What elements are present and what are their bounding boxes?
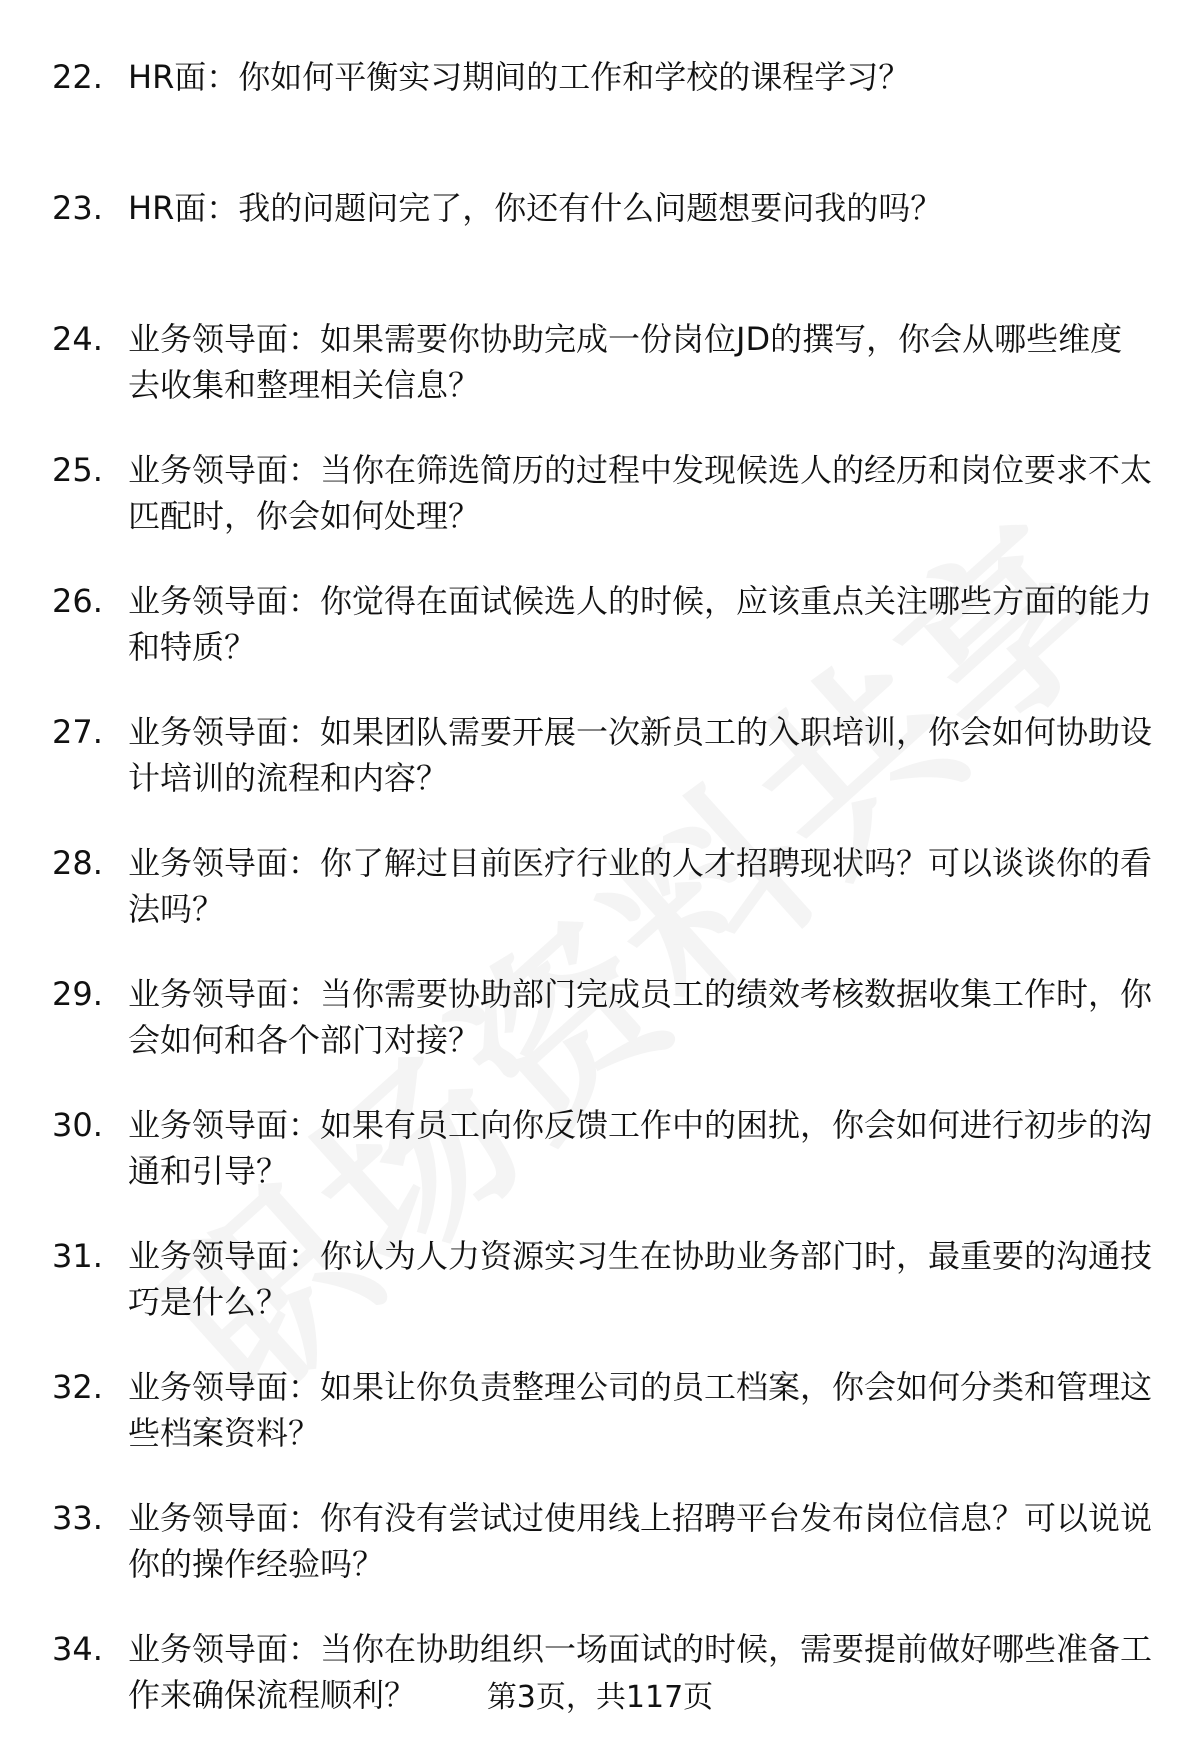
question-text: 业务领导面：你有没有尝试过使用线上招聘平台发布岗位信息？可以说说你的操作经验吗？ bbox=[128, 1499, 1153, 1583]
question-number: 25. bbox=[52, 451, 103, 489]
page-footer: 第3页，共117页 bbox=[486, 1680, 714, 1715]
question-item bbox=[0, 840, 1200, 971]
question-item bbox=[0, 971, 1200, 1102]
question-item bbox=[0, 578, 1200, 709]
question-text: HR面：我的问题问完了，你还有什么问题想要问我的吗？ bbox=[128, 189, 943, 227]
question-text: 业务领导面：如果有员工向你反馈工作中的困扰，你会如何进行初步的沟通和引导？ bbox=[128, 1106, 1153, 1190]
question-text: 业务领导面：如果让你负责整理公司的员工档案，你会如何分类和管理这些档案资料？ bbox=[128, 1368, 1153, 1452]
question-item bbox=[0, 709, 1200, 840]
question-text: 业务领导面：你觉得在面试候选人的时候，应该重点关注哪些方面的能力和特质？ bbox=[128, 582, 1153, 666]
question-number: 22. bbox=[52, 58, 103, 96]
question-text: 业务领导面：当你需要协助部门完成员工的绩效考核数据收集工作时，你会如何和各个部门对接？ bbox=[128, 975, 1153, 1059]
question-text: 业务领导面：如果需要你协助完成一份岗位JD的撰写，你会从哪些维度去收集和整理相关信息？ bbox=[128, 320, 1123, 404]
question-number: 26. bbox=[52, 582, 103, 620]
question-number: 32. bbox=[52, 1368, 103, 1406]
question-item bbox=[0, 316, 1200, 447]
question-number: 28. bbox=[52, 844, 103, 882]
question-item bbox=[0, 1364, 1200, 1495]
question-item bbox=[0, 1233, 1200, 1364]
question-number: 34. bbox=[52, 1630, 103, 1668]
question-number: 27. bbox=[52, 713, 103, 751]
question-text: 业务领导面：你认为人力资源实习生在协助业务部门时，最重要的沟通技巧是什么？ bbox=[128, 1237, 1153, 1321]
question-text: 业务领导面：你了解过目前医疗行业的人才招聘现状吗？可以谈谈你的看法吗？ bbox=[128, 844, 1153, 928]
question-number: 29. bbox=[52, 975, 103, 1013]
question-item bbox=[0, 1495, 1200, 1626]
question-number: 33. bbox=[52, 1499, 103, 1537]
question-number: 24. bbox=[52, 320, 103, 358]
question-text: HR面：你如何平衡实习期间的工作和学校的课程学习？ bbox=[128, 58, 911, 96]
question-number: 23. bbox=[52, 189, 103, 227]
question-item bbox=[0, 447, 1200, 578]
question-text: 业务领导面：当你在协助组织一场面试的时候，需要提前做好哪些准备工作来确保流程顺利？ bbox=[128, 1630, 1153, 1714]
question-item bbox=[0, 1102, 1200, 1233]
question-item bbox=[0, 54, 1200, 185]
question-list bbox=[0, 54, 1200, 1757]
question-item bbox=[0, 185, 1200, 316]
question-text: 业务领导面：当你在筛选简历的过程中发现候选人的经历和岗位要求不太匹配时，你会如何处理？ bbox=[128, 451, 1153, 535]
question-number: 30. bbox=[52, 1106, 103, 1144]
question-number: 31. bbox=[52, 1237, 103, 1275]
question-text: 业务领导面：如果团队需要开展一次新员工的入职培训，你会如何协助设计培训的流程和内容？ bbox=[128, 713, 1153, 797]
